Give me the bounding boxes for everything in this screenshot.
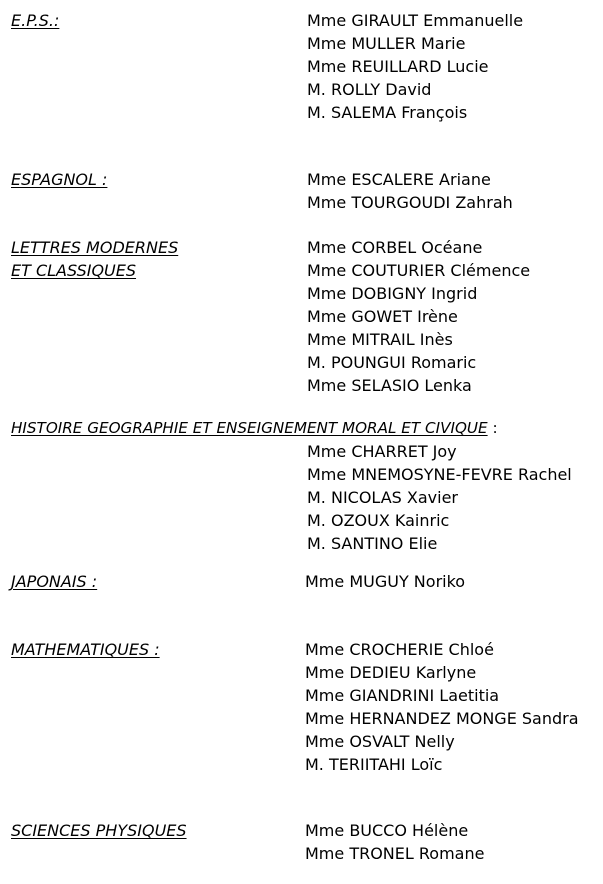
teacher-name: Mme COUTURIER Clémence — [307, 261, 531, 280]
teacher-name: Mme CORBEL Océane — [307, 238, 483, 257]
teacher-name: Mme GIRAULT Emmanuelle — [307, 11, 524, 30]
teacher-name: Mme TRONEL Romane — [305, 844, 485, 863]
teacher-name: M. NICOLAS Xavier — [307, 488, 458, 507]
teacher-name: M. ROLLY David — [307, 80, 432, 99]
teacher-name: Mme MUGUY Noriko — [305, 572, 466, 591]
subject-label-colon: : — [492, 419, 498, 437]
teacher-name: Mme BUCCO Hélène — [305, 821, 469, 840]
subject-heading-histoire-geographie — [11, 417, 498, 440]
teacher-name: Mme MULLER Marie — [307, 34, 466, 53]
subject-heading-japonais — [11, 570, 97, 593]
teacher-name: M. SANTINO Elie — [307, 534, 438, 553]
teacher-name: Mme GIANDRINI Laetitia — [305, 686, 500, 705]
teacher-list-histoire-geographie — [307, 440, 572, 555]
teacher-name: M. OZOUX Kainric — [307, 511, 450, 530]
teacher-name: Mme OSVALT Nelly — [305, 732, 455, 751]
teacher-name: M. TERIITAHI Loïc — [305, 755, 443, 774]
teacher-name: Mme CHARRET Joy — [307, 442, 457, 461]
subject-label: SCIENCES PHYSIQUES — [11, 821, 187, 840]
teacher-name: Mme MNEMOSYNE-FEVRE Rachel — [307, 465, 572, 484]
teacher-list-mathematiques — [305, 638, 579, 776]
subject-heading-lettres — [11, 236, 178, 282]
subject-label: JAPONAIS : — [11, 572, 98, 591]
subject-label: ESPAGNOL : — [11, 170, 108, 189]
subject-heading-espagnol — [11, 168, 107, 191]
subject-label-line-2: ET CLASSIQUES — [11, 261, 137, 280]
subject-label: HISTOIRE GEOGRAPHIE ET ENSEIGNEMENT MORAL ET CIVIQUE — [11, 419, 488, 437]
teacher-name: Mme TOURGOUDI Zahrah — [307, 193, 513, 212]
teacher-name: Mme HERNANDEZ MONGE Sandra — [305, 709, 579, 728]
subject-heading-eps — [11, 9, 59, 32]
teacher-list-espagnol — [307, 168, 513, 214]
teacher-name: Mme CROCHERIE Chloé — [305, 640, 494, 659]
teacher-list-lettres — [307, 236, 530, 397]
subject-heading-sciences-physiques — [11, 819, 187, 842]
teacher-list-sciences-physiques — [305, 819, 484, 865]
teacher-name: Mme DEDIEU Karlyne — [305, 663, 477, 682]
teacher-name: M. POUNGUI Romaric — [307, 353, 477, 372]
subject-label-line-1: LETTRES MODERNES — [11, 238, 179, 257]
subject-label: MATHEMATIQUES : — [11, 640, 160, 659]
teacher-list-eps — [307, 9, 523, 124]
teacher-name: Mme MITRAIL Inès — [307, 330, 453, 349]
teacher-name: Mme ESCALERE Ariane — [307, 170, 491, 189]
teacher-name: Mme DOBIGNY Ingrid — [307, 284, 478, 303]
teacher-list-japonais — [305, 570, 465, 593]
teacher-name: Mme REUILLARD Lucie — [307, 57, 489, 76]
subject-heading-mathematiques — [11, 638, 160, 661]
subject-label: E.P.S.: — [11, 11, 60, 30]
teacher-name: M. SALEMA François — [307, 103, 468, 122]
teacher-name: Mme SELASIO Lenka — [307, 376, 472, 395]
teacher-name: Mme GOWET Irène — [307, 307, 458, 326]
